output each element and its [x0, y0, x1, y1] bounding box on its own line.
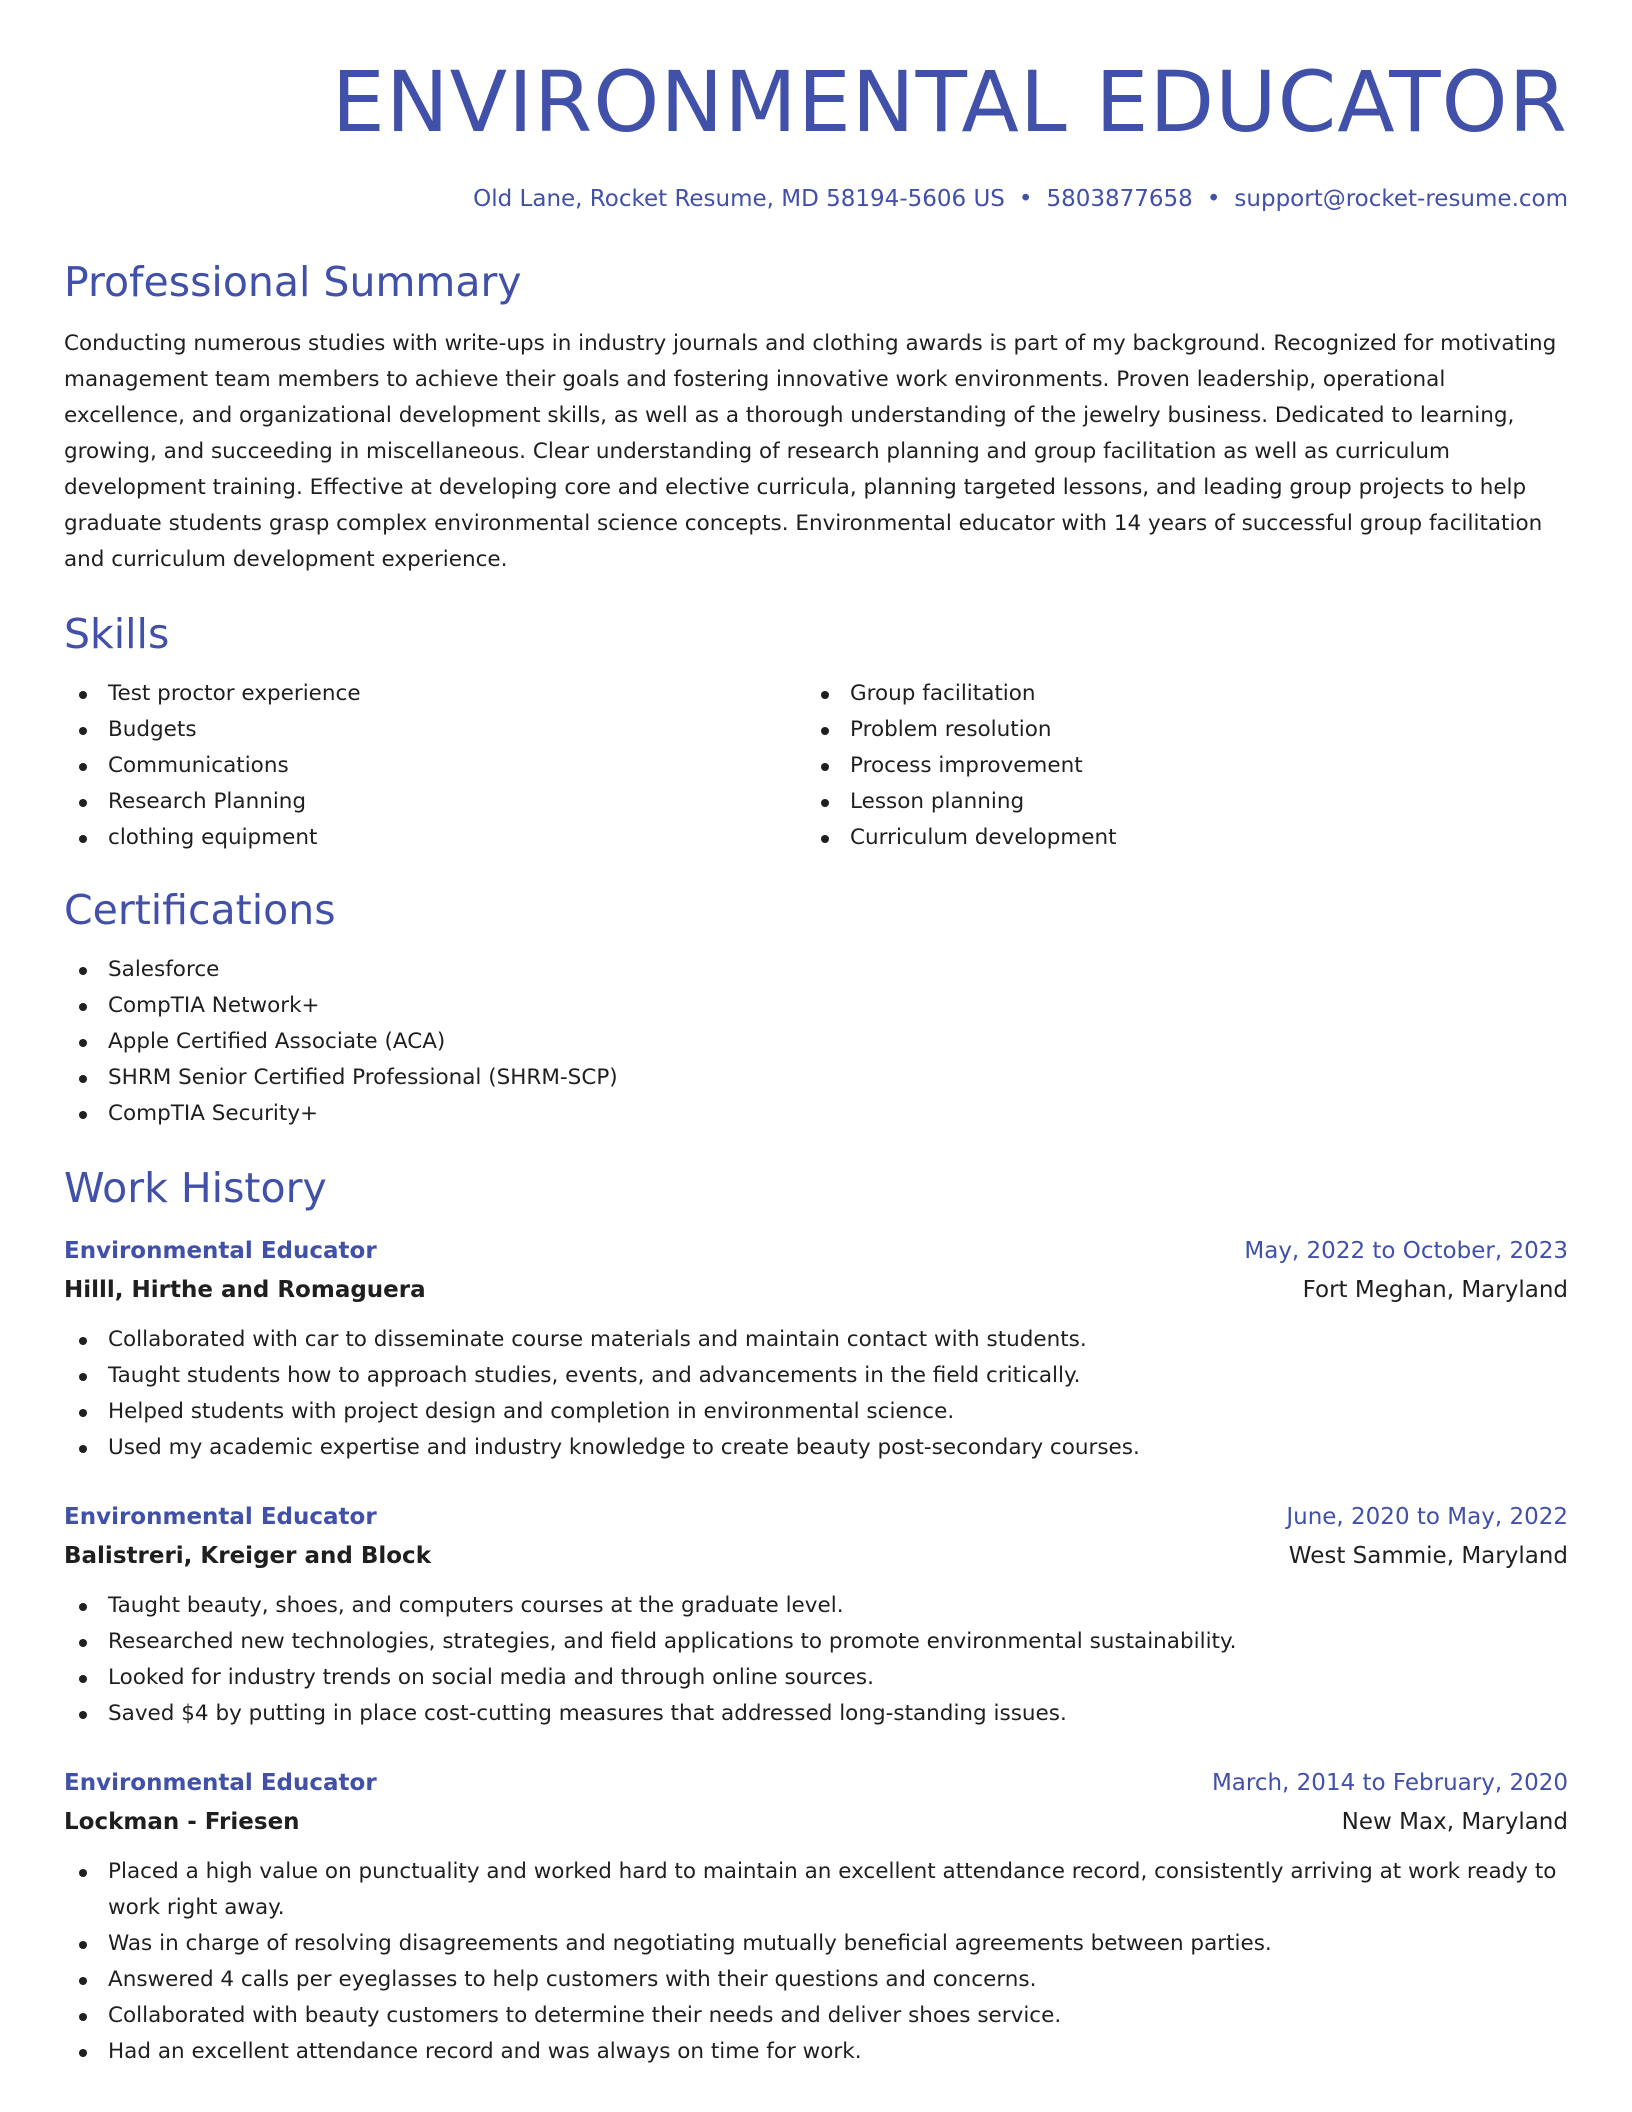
contact-address: Old Lane, Rocket Resume, MD 58194-5606 US — [473, 186, 1005, 212]
job-bullets — [64, 1588, 1568, 1732]
job-company: Hilll, Hirthe and Romaguera — [64, 1277, 426, 1303]
summary-text: Conducting numerous studies with write-ups in industry journals and clothing awards is part of my background. Recognized for motivating management team members to achieve their goals and fostering innovative work environments. Proven leadership, operational excellence, and organizational development skills, as well as a thorough understanding of the jewelry business. Dedicated to learning, growing, and succeeding in miscellaneous. Clear understanding of research planning and group facilitation as well as curriculum development training. Effective at developing core and elective curricula, planning targeted lessons, and leading group projects to help graduate students grasp complex environmental science concepts. Environmental educator with 14 years of successful group facilitation and curriculum development experience. — [64, 331, 1557, 572]
certification-item: Apple Certified Associate (ACA) — [64, 1024, 1568, 1060]
skill-item: Problem resolution — [806, 712, 1548, 748]
skill-item: Curriculum development — [806, 820, 1548, 856]
certification-item: CompTIA Network+ — [64, 988, 1568, 1024]
job-header-row — [64, 1232, 1568, 1271]
skills-heading: Skills — [64, 610, 170, 658]
skill-item: Process improvement — [806, 748, 1548, 784]
job-bullet: Helped students with project design and completion in environmental science. — [64, 1394, 1568, 1430]
job-company: Balistreri, Kreiger and Block — [64, 1543, 431, 1569]
job-entry — [64, 1764, 1568, 2070]
job-bullet: Taught beauty, shoes, and computers courses at the graduate level. — [64, 1588, 1568, 1624]
skills-left-list — [64, 676, 806, 856]
job-company: Lockman - Friesen — [64, 1809, 300, 1835]
job-header-row — [64, 1498, 1568, 1537]
job-dates: March, 2014 to February, 2020 — [1211, 1770, 1568, 1796]
job-bullet: Placed a high value on punctuality and worked hard to maintain an excellent attendance record, consistently arriving at work ready to work right away. — [64, 1854, 1568, 1926]
job-location: Fort Meghan, Maryland — [1302, 1277, 1568, 1303]
job-title: Environmental Educator — [64, 1504, 377, 1530]
skill-item: Research Planning — [64, 784, 806, 820]
summary-heading: Professional Summary — [64, 258, 522, 306]
job-bullet: Researched new technologies, strategies, and field applications to promote environmental sustainability. — [64, 1624, 1568, 1660]
contact-email[interactable]: support@rocket-resume.com — [1234, 186, 1568, 212]
certification-item: CompTIA Security+ — [64, 1096, 1568, 1132]
job-bullet: Used my academic expertise and industry knowledge to create beauty post-secondary courses. — [64, 1430, 1568, 1466]
skill-item: Lesson planning — [806, 784, 1548, 820]
contact-separator: • — [1206, 186, 1221, 212]
skill-item: Test proctor experience — [64, 676, 806, 712]
work-history-heading: Work History — [64, 1164, 327, 1212]
resume-name: ENVIRONMENTAL EDUCATOR — [331, 53, 1568, 151]
job-bullet: Looked for industry trends on social media and through online sources. — [64, 1660, 1568, 1696]
skill-item: Budgets — [64, 712, 806, 748]
contact-line — [64, 184, 1568, 214]
job-location: New Max, Maryland — [1341, 1809, 1568, 1835]
contact-separator: • — [1018, 186, 1033, 212]
contact-phone: 5803877658 — [1046, 186, 1193, 212]
job-bullet: Was in charge of resolving disagreements and negotiating mutually beneficial agreements between parties. — [64, 1926, 1568, 1962]
job-header-row — [64, 1764, 1568, 1803]
job-company-row — [64, 1803, 1568, 1842]
job-bullet: Saved $4 by putting in place cost-cutting measures that addressed long-standing issues. — [64, 1696, 1568, 1732]
certifications-list — [64, 952, 1568, 1132]
certification-item: SHRM Senior Certified Professional (SHRM-SCP) — [64, 1060, 1568, 1096]
job-dates: June, 2020 to May, 2022 — [1286, 1504, 1568, 1530]
job-bullets — [64, 1854, 1568, 2070]
job-bullet: Answered 4 calls per eyeglasses to help customers with their questions and concerns. — [64, 1962, 1568, 1998]
skill-item: clothing equipment — [64, 820, 806, 856]
certification-item: Salesforce — [64, 952, 1568, 988]
job-bullet: Collaborated with beauty customers to determine their needs and deliver shoes service. — [64, 1998, 1568, 2034]
job-bullets — [64, 1322, 1568, 1466]
job-entry — [64, 1232, 1568, 1466]
skill-item: Communications — [64, 748, 806, 784]
job-location: West Sammie, Maryland — [1288, 1543, 1568, 1569]
skills-columns — [64, 676, 1568, 856]
job-company-row — [64, 1537, 1568, 1576]
job-bullet: Collaborated with car to disseminate course materials and maintain contact with students. — [64, 1322, 1568, 1358]
job-dates: May, 2022 to October, 2023 — [1244, 1238, 1568, 1264]
job-title: Environmental Educator — [64, 1770, 377, 1796]
job-company-row — [64, 1271, 1568, 1310]
job-entry — [64, 1498, 1568, 1732]
job-bullet: Had an excellent attendance record and was always on time for work. — [64, 2034, 1568, 2070]
job-bullet: Taught students how to approach studies, events, and advancements in the field critically. — [64, 1358, 1568, 1394]
skills-right-list — [806, 676, 1548, 856]
job-title: Environmental Educator — [64, 1238, 377, 1264]
skill-item: Group facilitation — [806, 676, 1548, 712]
certifications-heading: Certifications — [64, 886, 336, 934]
resume-page — [64, 0, 1568, 2112]
